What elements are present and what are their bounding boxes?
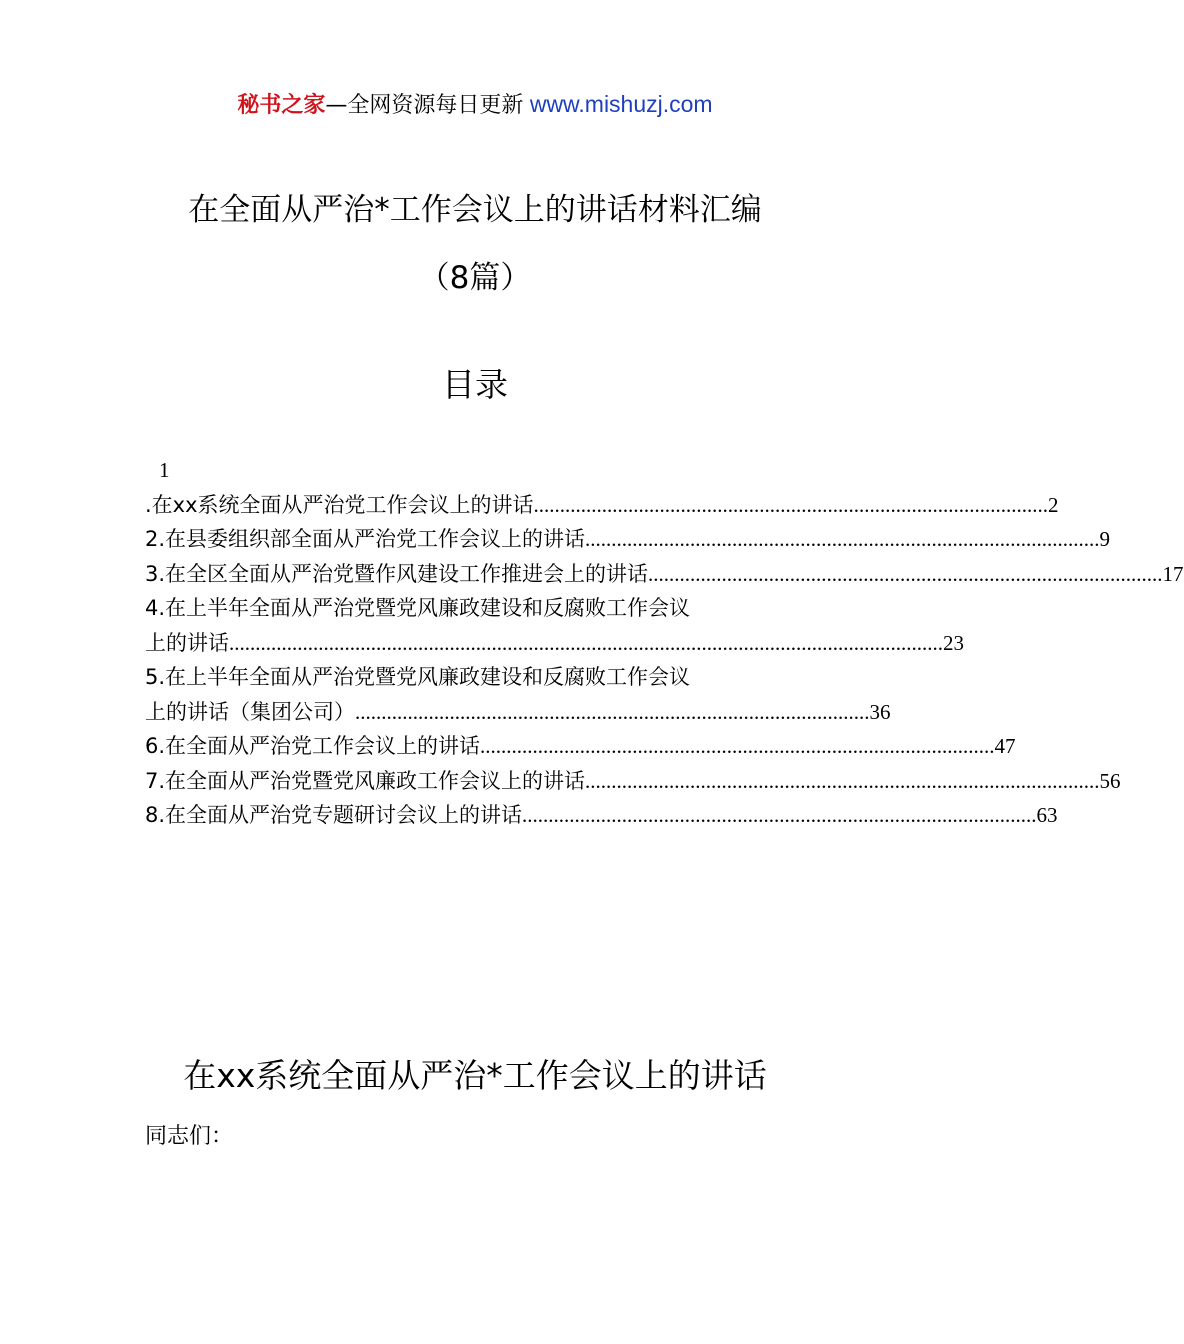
toc-page-number: 9 <box>1099 527 1111 551</box>
toc-entry-text: 上的讲话 <box>145 630 229 655</box>
toc-page-number: 36 <box>869 699 891 724</box>
toc-leader: .................................................................................................. <box>533 492 1049 517</box>
toc-page-number: 23 <box>943 630 964 655</box>
toc-heading: 目录 <box>442 365 508 404</box>
toc-entry-8[interactable] <box>145 798 1058 833</box>
toc-leader: .................................................................................................. <box>522 803 1037 827</box>
toc-entry-4[interactable] <box>145 626 964 661</box>
toc-leader: .................................................................................................. <box>648 561 1163 586</box>
toc-entry-7[interactable] <box>145 764 1121 799</box>
document-title: 在全面从严治*工作会议上的讲话材料汇编 <box>188 192 762 228</box>
toc-page-number: 17 <box>1162 561 1184 586</box>
document-subtitle: （8篇） <box>418 260 532 296</box>
toc-first-number <box>145 453 805 488</box>
toc-entry-5-line1[interactable] <box>145 660 805 695</box>
greeting-text: 同志们： <box>145 1124 234 1149</box>
toc-entry-text: 4.在上半年全面从严治党暨党风廉政建设和反腐败工作会议 <box>145 596 691 620</box>
toc-page-number: 2 <box>1048 492 1059 517</box>
toc-entry-text: 5.在上半年全面从严治党暨党风廉政建设和反腐败工作会议 <box>145 665 691 689</box>
toc-entry-1[interactable] <box>145 488 1059 523</box>
table-of-contents <box>145 453 1184 833</box>
toc-page-number: 47 <box>994 734 1016 758</box>
toc-page-number: 63 <box>1036 803 1058 827</box>
toc-entry-3[interactable] <box>145 557 1184 592</box>
toc-entry-text: 7.在全面从严治党暨党风廉政工作会议上的讲话 <box>145 768 586 793</box>
site-banner <box>0 88 950 122</box>
toc-entry-text: 6.在全面从严治党工作会议上的讲话 <box>145 734 481 758</box>
site-link[interactable]: www.mishuzj.com <box>523 91 713 117</box>
toc-page-number: 56 <box>1099 768 1121 793</box>
toc-leader: .................................................................................................. <box>585 768 1100 793</box>
toc-entry-4-line1[interactable] <box>145 591 805 626</box>
toc-entry-text: .在xx系统全面从严治党工作会议上的讲话 <box>145 492 534 517</box>
toc-leader: .................................................................................................. <box>480 734 995 758</box>
toc-leader: ........................................................................................................................................ <box>229 630 943 655</box>
toc-leader: .................................................................................................. <box>585 527 1100 551</box>
toc-entry-text: 2.在县委组织部全面从严治党工作会议上的讲话 <box>145 527 586 551</box>
toc-entry-5[interactable] <box>145 695 891 730</box>
toc-entry-6[interactable] <box>145 729 1016 764</box>
section-title: 在xx系统全面从严治*工作会议上的讲话 <box>183 1056 767 1095</box>
brand-name: 秘书之家 <box>237 93 326 118</box>
toc-entry-2[interactable] <box>145 522 1111 557</box>
toc-number: 1 <box>159 458 170 482</box>
toc-entry-text: 上的讲话（集团公司） <box>145 699 355 724</box>
banner-tagline: —全网资源每日更新 <box>325 93 524 118</box>
toc-entry-text: 8.在全面从严治党专题研讨会议上的讲话 <box>145 803 523 827</box>
toc-entry-text: 3.在全区全面从严治党暨作风建设工作推进会上的讲话 <box>145 561 649 586</box>
toc-leader: .................................................................................................. <box>355 699 870 724</box>
